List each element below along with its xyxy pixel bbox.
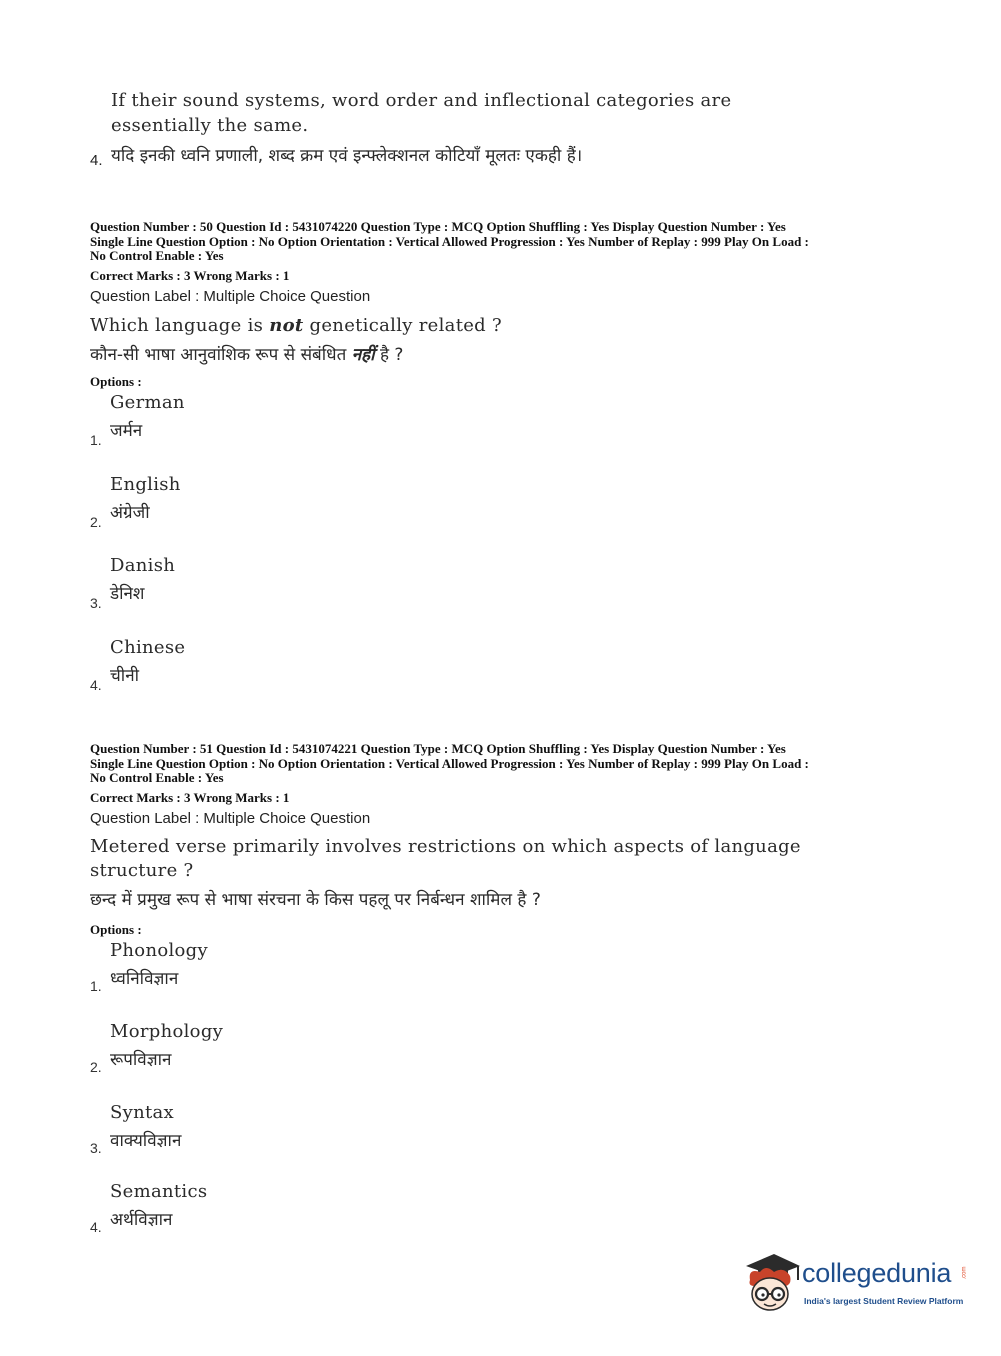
question-50-option-1[interactable]: [90, 392, 790, 452]
question-50-text-en: [90, 315, 920, 336]
question-51-text-en-line2: structure ?: [90, 860, 194, 881]
option-text-en: Morphology: [110, 1021, 224, 1042]
mascot-icon: [740, 1250, 802, 1314]
question-51-meta: [90, 742, 920, 786]
question-51-option-1[interactable]: [90, 940, 790, 1000]
question-51-meta-line2: Single Line Question Option : No Option Orientation : Vertical Allowed Progression : Yes Number of Replay : 999 Play On Load :: [90, 755, 809, 771]
option-text-en: German: [110, 392, 185, 413]
option-text-en: Semantics: [110, 1181, 208, 1202]
option-text-hi: वाक्यविज्ञान: [110, 1131, 182, 1151]
logo-tagline: India's largest Student Review Platform: [804, 1296, 964, 1306]
question-51-option-4[interactable]: [90, 1181, 790, 1241]
collegedunia-logo[interactable]: [740, 1248, 980, 1318]
previous-option-text-en-line1: If their sound systems, word order and inflectional categories are: [111, 90, 732, 111]
option-number: 1.: [90, 978, 102, 994]
option-number: 2.: [90, 1059, 102, 1075]
option-text-hi: रूपविज्ञान: [110, 1050, 172, 1070]
question-50-text-hi-pre: कौन-सी भाषा आनुवांशिक रूप से संबंधित: [90, 345, 352, 365]
question-50-meta-line2: Single Line Question Option : No Option Orientation : Vertical Allowed Progression : Yes Number of Replay : 999 Play On Load :: [90, 233, 809, 249]
question-51-text-en-line1: Metered verse primarily involves restrictions on which aspects of language: [90, 836, 801, 857]
previous-option-text-en-line2: essentially the same.: [111, 115, 309, 136]
question-50-text-hi: [90, 342, 920, 365]
question-50-meta: [90, 220, 920, 264]
option-number: 1.: [90, 432, 102, 448]
question-50-text-hi-emphasis: नहीं: [351, 345, 375, 365]
previous-option-text-hi: यदि इनकी ध्वनि प्रणाली, शब्द क्रम एवं इन्फ्लेक्शनल कोटियाँ मूलतः एकही हैं।: [111, 146, 583, 166]
question-50-text-en-emphasis: not: [269, 315, 304, 336]
option-text-en: Chinese: [110, 637, 186, 658]
question-50-text-hi-post: है ?: [374, 345, 404, 365]
option-number: 3.: [90, 595, 102, 611]
question-51-option-2[interactable]: [90, 1021, 790, 1081]
question-50-meta-line1: Question Number : 50 Question Id : 5431074220 Question Type : MCQ Option Shuffling : Yes Display Question Number : Yes: [90, 219, 786, 234]
question-51-marks: Correct Marks : 3 Wrong Marks : 1: [90, 790, 290, 805]
option-number: 4.: [90, 1219, 102, 1235]
question-50-option-2[interactable]: [90, 474, 790, 534]
question-50-meta-line3: No Control Enable : Yes: [90, 248, 224, 263]
previous-option-number: 4.: [90, 152, 103, 169]
option-text-en: English: [110, 474, 181, 495]
option-text-en: Danish: [110, 555, 176, 576]
option-number: 3.: [90, 1140, 102, 1156]
question-50-label: Question Label : Multiple Choice Question: [90, 288, 371, 305]
question-50-options-label: Options :: [90, 374, 142, 389]
question-51-meta-line1: Question Number : 51 Question Id : 5431074221 Question Type : MCQ Option Shuffling : Yes Display Question Number : Yes: [90, 741, 786, 756]
question-51-options-label: Options :: [90, 922, 142, 937]
option-text-hi: डेनिश: [110, 584, 145, 604]
question-50-text-en-pre: Which language is: [90, 315, 270, 336]
question-50-option-4[interactable]: [90, 637, 790, 697]
option-number: 2.: [90, 514, 102, 530]
option-text-hi: ध्वनिविज्ञान: [110, 969, 179, 989]
option-text-hi: अर्थविज्ञान: [110, 1210, 173, 1230]
option-text-hi: जर्मन: [110, 421, 143, 441]
option-text-en: Phonology: [110, 940, 208, 961]
logo-wordmark: collegedunia: [802, 1258, 952, 1288]
question-51-option-3[interactable]: [90, 1102, 790, 1162]
question-51-label: Question Label : Multiple Choice Question: [90, 810, 371, 827]
option-text-en: Syntax: [110, 1102, 175, 1123]
logo-domain-suffix: .com: [961, 1266, 968, 1280]
option-text-hi: अंग्रेजी: [110, 503, 150, 523]
question-51-meta-line3: No Control Enable : Yes: [90, 770, 224, 785]
question-51-text-hi: छन्द में प्रमुख रूप से भाषा संरचना के किस पहलू पर निर्बन्धन शामिल है ?: [90, 890, 541, 910]
question-50-text-en-post: genetically related ?: [303, 315, 502, 336]
question-50-marks: Correct Marks : 3 Wrong Marks : 1: [90, 268, 290, 283]
option-number: 4.: [90, 677, 102, 693]
option-text-hi: चीनी: [110, 666, 140, 686]
question-50-option-3[interactable]: [90, 555, 790, 615]
